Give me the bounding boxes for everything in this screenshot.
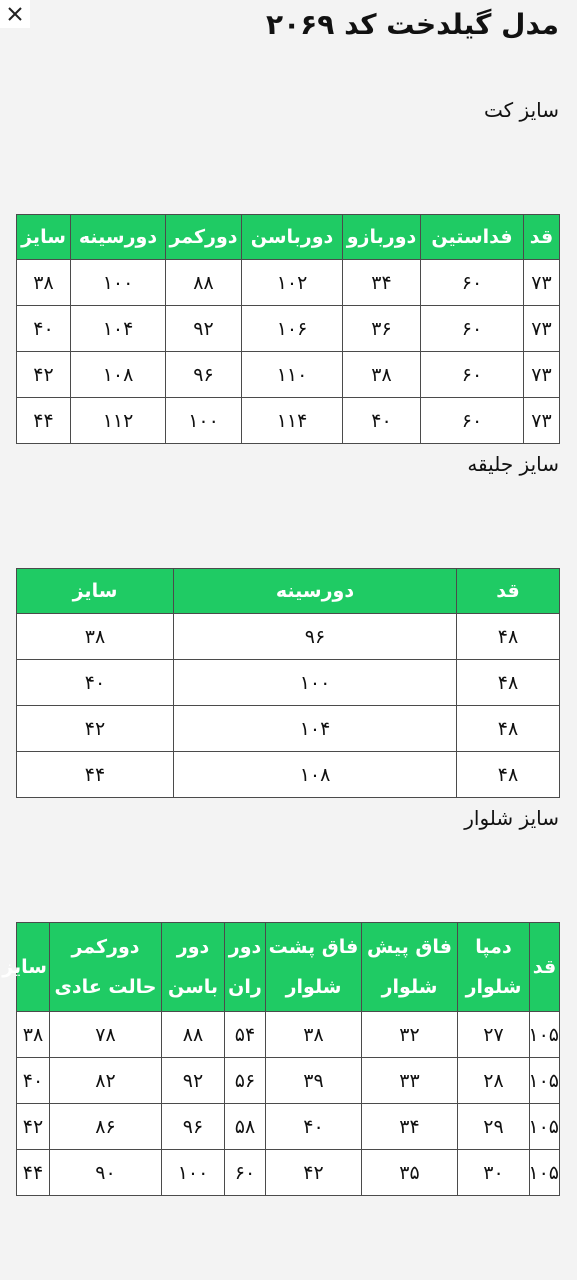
table-cell: ۳۵ [362, 1150, 458, 1196]
table-cell: ۱۰۰ [162, 1150, 225, 1196]
column-header: دورکمر [166, 215, 242, 260]
table-cell: ۹۶ [174, 614, 457, 660]
table-row [17, 660, 560, 706]
table-cell: ۴۰ [17, 306, 71, 352]
vest-size-label: سایز جلیقه [467, 452, 559, 476]
column-header: قد [530, 923, 560, 1012]
table-cell: ۷۳ [524, 306, 560, 352]
table-cell: ۳۰ [458, 1150, 530, 1196]
table-cell: ۱۰۶ [242, 306, 343, 352]
table-cell: ۱۰۵ [530, 1150, 560, 1196]
column-header: دورسینه [174, 569, 457, 614]
column-header: دورباسن [242, 215, 343, 260]
table-cell: ۸۲ [50, 1058, 162, 1104]
table-cell: ۶۰ [421, 352, 524, 398]
table-row [17, 306, 560, 352]
table-cell: ۴۲ [17, 706, 174, 752]
column-header: دورکمر حالت عادی [50, 923, 162, 1012]
column-header: فداستین [421, 215, 524, 260]
column-header: فاق پیش شلوار [362, 923, 458, 1012]
column-header: سایز [17, 569, 174, 614]
table-cell: ۷۳ [524, 352, 560, 398]
table-cell: ۸۸ [166, 260, 242, 306]
table-cell: ۱۱۴ [242, 398, 343, 444]
table-cell: ۶۰ [225, 1150, 266, 1196]
table-cell: ۴۲ [17, 352, 71, 398]
table-cell: ۷۳ [524, 260, 560, 306]
table-cell: ۳۶ [343, 306, 421, 352]
table-cell: ۹۶ [166, 352, 242, 398]
coat-size-label: سایز کت [484, 98, 559, 122]
table-cell: ۴۴ [17, 398, 71, 444]
table-cell: ۳۸ [343, 352, 421, 398]
column-header: قد [524, 215, 560, 260]
table-cell: ۱۰۸ [174, 752, 457, 798]
table-cell: ۱۰۵ [530, 1058, 560, 1104]
table-cell: ۹۲ [166, 306, 242, 352]
close-icon [7, 6, 23, 22]
pants-size-label: سایز شلوار [464, 806, 559, 830]
table-cell: ۴۴ [17, 1150, 50, 1196]
close-button[interactable] [0, 0, 30, 28]
column-header: دمپا شلوار [458, 923, 530, 1012]
table-cell: ۱۰۸ [71, 352, 166, 398]
table-cell: ۴۰ [17, 660, 174, 706]
table-cell: ۱۰۴ [71, 306, 166, 352]
table-cell: ۴۲ [266, 1150, 362, 1196]
table-cell: ۳۹ [266, 1058, 362, 1104]
table-row [17, 1012, 560, 1058]
table-cell: ۱۰۰ [71, 260, 166, 306]
column-header: سایز [17, 215, 71, 260]
table-cell: ۵۸ [225, 1104, 266, 1150]
table-row [17, 352, 560, 398]
table-cell: ۴۸ [457, 752, 560, 798]
table-cell: ۷۸ [50, 1012, 162, 1058]
table-row [17, 706, 560, 752]
page-title: مدل گیلدخت کد ۲۰۶۹ [265, 8, 559, 41]
table-cell: ۳۸ [17, 614, 174, 660]
table-cell: ۴۰ [17, 1058, 50, 1104]
column-header: دور ران [225, 923, 266, 1012]
table-cell: ۹۰ [50, 1150, 162, 1196]
table-cell: ۶۰ [421, 398, 524, 444]
table-header-row [17, 215, 560, 260]
table-header-row [17, 923, 560, 1012]
table-row [17, 260, 560, 306]
vest-size-table [16, 568, 560, 798]
table-cell: ۶۰ [421, 306, 524, 352]
table-cell: ۶۰ [421, 260, 524, 306]
table-cell: ۸۸ [162, 1012, 225, 1058]
table-cell: ۴۲ [17, 1104, 50, 1150]
table-cell: ۴۰ [343, 398, 421, 444]
table-cell: ۴۰ [266, 1104, 362, 1150]
table-row [17, 752, 560, 798]
table-cell: ۷۳ [524, 398, 560, 444]
column-header: فاق پشت شلوار [266, 923, 362, 1012]
table-cell: ۱۰۰ [166, 398, 242, 444]
table-cell: ۱۰۴ [174, 706, 457, 752]
table-cell: ۱۰۲ [242, 260, 343, 306]
table-row [17, 398, 560, 444]
table-row [17, 1058, 560, 1104]
table-cell: ۴۸ [457, 660, 560, 706]
table-cell: ۱۱۲ [71, 398, 166, 444]
table-cell: ۵۴ [225, 1012, 266, 1058]
column-header: دورسینه [71, 215, 166, 260]
table-cell: ۲۸ [458, 1058, 530, 1104]
table-cell: ۳۲ [362, 1012, 458, 1058]
table-cell: ۳۴ [362, 1104, 458, 1150]
table-cell: ۳۸ [17, 260, 71, 306]
table-cell: ۲۹ [458, 1104, 530, 1150]
table-cell: ۴۸ [457, 706, 560, 752]
table-row [17, 614, 560, 660]
table-cell: ۱۰۰ [174, 660, 457, 706]
table-row [17, 1150, 560, 1196]
table-cell: ۸۶ [50, 1104, 162, 1150]
table-row [17, 1104, 560, 1150]
table-cell: ۹۲ [162, 1058, 225, 1104]
table-cell: ۴۴ [17, 752, 174, 798]
table-cell: ۱۱۰ [242, 352, 343, 398]
table-header-row [17, 569, 560, 614]
pants-size-table [2, 922, 560, 1196]
column-header: سایز [17, 923, 50, 1012]
column-header: دور باسن [162, 923, 225, 1012]
table-cell: ۲۷ [458, 1012, 530, 1058]
table-cell: ۹۶ [162, 1104, 225, 1150]
table-cell: ۵۶ [225, 1058, 266, 1104]
table-cell: ۳۴ [343, 260, 421, 306]
table-cell: ۳۸ [266, 1012, 362, 1058]
column-header: قد [457, 569, 560, 614]
table-cell: ۱۰۵ [530, 1012, 560, 1058]
table-cell: ۴۸ [457, 614, 560, 660]
table-cell: ۱۰۵ [530, 1104, 560, 1150]
table-cell: ۳۳ [362, 1058, 458, 1104]
table-cell: ۳۸ [17, 1012, 50, 1058]
column-header: دوربازو [343, 215, 421, 260]
coat-size-table [16, 214, 560, 444]
